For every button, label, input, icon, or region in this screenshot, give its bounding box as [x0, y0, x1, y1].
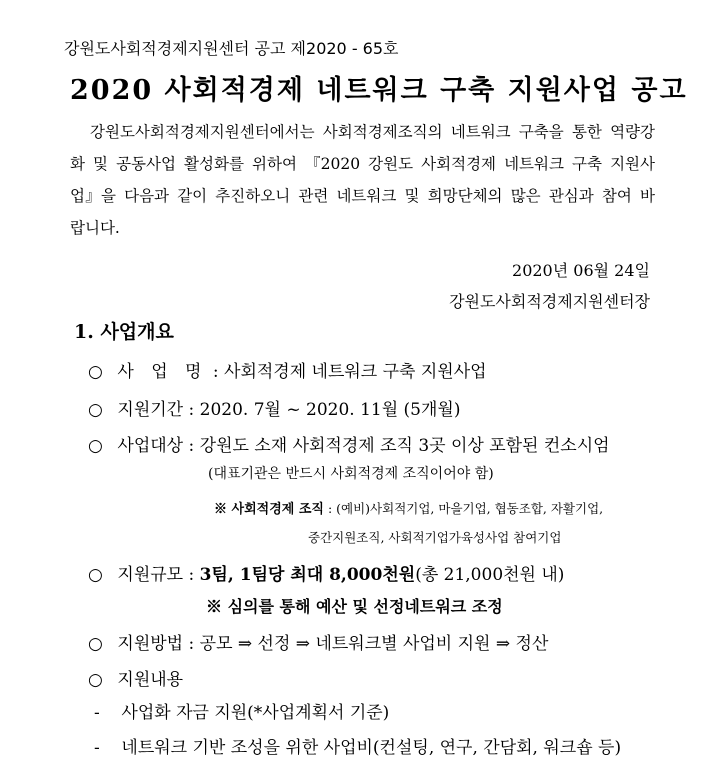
item-value: : 사회적경제 네트워크 구축 지원사업 — [212, 362, 487, 382]
list-item — [94, 698, 389, 723]
org-note-line1: : (예비)사회적기업, 마을기업, 협동조합, 자활기업, — [327, 501, 604, 516]
project-name-item — [88, 357, 487, 382]
circle-bullet-icon: ○ — [88, 436, 103, 456]
item-value-rest: (총 21,000천원 내) — [415, 565, 565, 585]
scale-note: ※ 심의를 통해 예산 및 선정네트워크 조정 — [206, 597, 503, 616]
org-note-label: ※ 사회적경제 조직 — [214, 502, 324, 517]
circle-bullet-icon: ○ — [88, 670, 103, 690]
period-item — [88, 395, 460, 420]
list-item-text: 네트워크 기반 조성을 위한 사업비(컨설팅, 연구, 간담회, 워크숍 등) — [121, 738, 622, 758]
content-item — [88, 665, 183, 690]
org-note — [214, 498, 603, 517]
list-item-text: 사업화 자금 지원(*사업계획서 기준) — [121, 703, 390, 723]
item-label: 지원내용 — [117, 670, 184, 690]
dash-bullet: - — [94, 738, 100, 758]
intro-text: 강원도사회적경제지원센터에서는 사회적경제조직의 네트워크 구축을 통한 역량강화 및 공동사업 활성화를 위하여 『2020 강원도 사회적경제 네트워크 구축 지원사업』을 다음과 같이 추진하오니 관련 네트워크 및 희망단체의 많은 관심과 참여 바랍니다. — [70, 123, 655, 237]
item-value: : 공모 ⇒ 선정 ⇒ 네트워크별 사업비 지원 ⇒ 정산 — [188, 634, 549, 654]
page-title: 2020 사회적경제 네트워크 구축 지원사업 공고 — [70, 75, 688, 106]
item-value: : 강원도 소재 사회적경제 조직 3곳 이상 포함된 컨소시엄 — [188, 436, 610, 456]
issuer: 강원도사회적경제지원센터장 — [449, 292, 650, 311]
target-note: (대표기관은 반드시 사회적경제 조직이어야 함) — [208, 466, 494, 482]
item-label: 지원기간 — [117, 400, 184, 420]
item-label: 지원방법 — [117, 634, 184, 654]
circle-bullet-icon: ○ — [88, 400, 103, 420]
item-value-bold: 3팀, 1팀당 최대 8,000천원 — [199, 565, 416, 585]
circle-bullet-icon: ○ — [88, 565, 103, 585]
list-item — [94, 733, 621, 758]
item-label: 사 업 명 — [117, 362, 208, 382]
org-note-line2: 중간지원조직, 사회적기업가육성사업 참여기업 — [308, 530, 562, 545]
target-item — [88, 431, 610, 456]
notice-date: 2020년 06월 24일 — [512, 261, 650, 280]
dash-bullet: - — [94, 703, 100, 723]
item-label: 사업대상 — [117, 436, 184, 456]
item-value-prefix: : — [188, 565, 200, 585]
scale-item — [88, 560, 564, 585]
circle-bullet-icon: ○ — [88, 362, 103, 382]
section-heading: 1. 사업개요 — [74, 321, 174, 343]
circle-bullet-icon: ○ — [88, 634, 103, 654]
notice-number: 강원도사회적경제지원센터 공고 제2020 - 65호 — [64, 39, 399, 58]
intro-paragraph — [70, 116, 655, 244]
item-value: : 2020. 7월 ~ 2020. 11월 (5개월) — [188, 400, 461, 420]
method-item — [88, 629, 548, 654]
item-label: 지원규모 — [117, 565, 184, 585]
